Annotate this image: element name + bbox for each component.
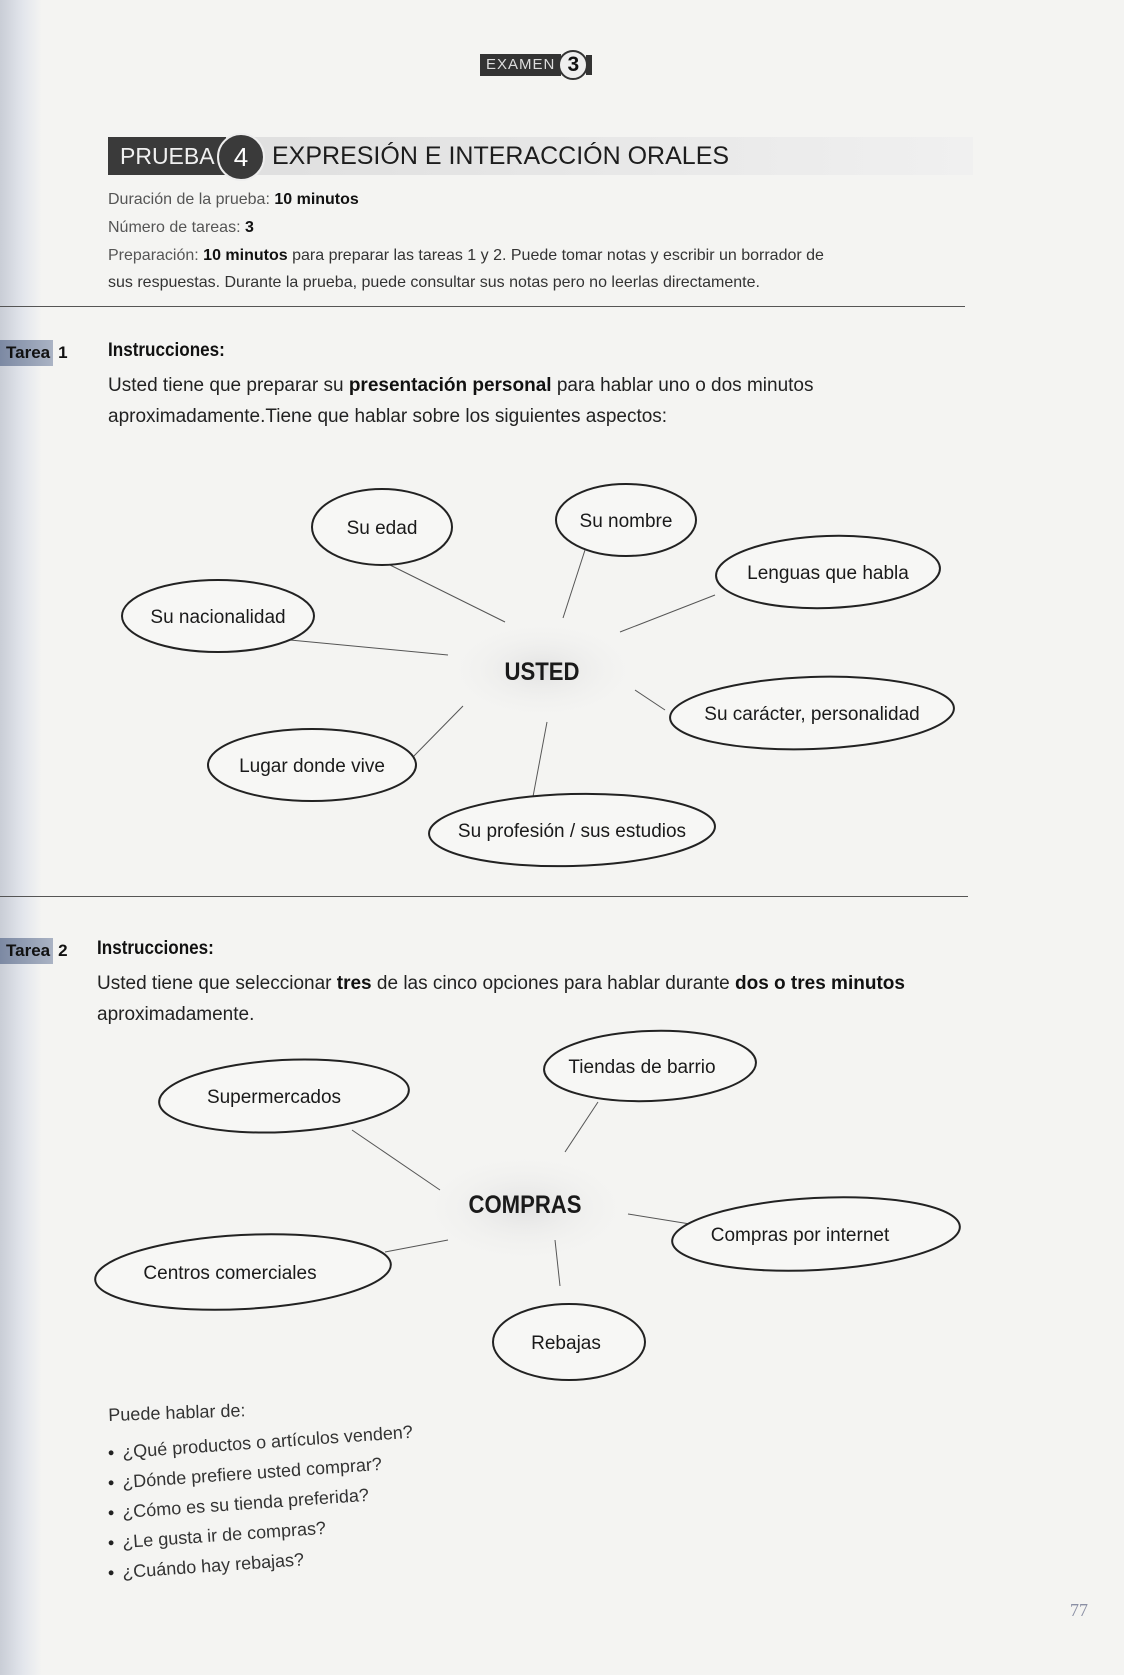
tarea-1-line1-post: para hablar uno o dos minutos xyxy=(551,375,814,396)
node-lenguas xyxy=(715,532,941,612)
node-supermercados xyxy=(157,1054,410,1139)
node-label: Su nombre xyxy=(579,511,673,532)
prep-key: Preparación: xyxy=(108,247,199,264)
compras-center: COMPRAS xyxy=(468,1191,582,1219)
node-label: Rebajas xyxy=(531,1333,601,1354)
node-label: Su carácter, personalidad xyxy=(704,704,920,725)
node-label: Lugar donde vive xyxy=(239,756,385,777)
node-lugar-donde-vive xyxy=(208,729,416,801)
node-centros-comerciales xyxy=(93,1227,392,1316)
duration-key: Duración de la prueba: xyxy=(108,191,270,208)
tarea-1-line2: aproximadamente.Tiene que hablar sobre los siguientes aspectos: xyxy=(108,406,668,427)
tarea-2-line1-pre: Usted tiene que seleccionar xyxy=(97,973,337,994)
tarea-1-heading: Instrucciones: xyxy=(108,340,225,361)
tarea-2-line1-mid: de las cinco opciones para hablar durante xyxy=(371,973,735,994)
tarea-1-tab xyxy=(0,340,68,366)
tasks-value: 3 xyxy=(244,219,254,236)
prep-text-2: sus respuestas. Durante la prueba, puede consultar sus notas pero no leerlas directamente. xyxy=(108,274,760,291)
duration-line xyxy=(108,190,359,210)
tarea-2-line1-bold-1: tres xyxy=(336,973,372,994)
tasks-line xyxy=(108,218,254,238)
node-su-profesion xyxy=(428,790,716,869)
prep-bold: 10 minutos xyxy=(203,247,288,264)
node-rebajas xyxy=(493,1304,645,1380)
tarea-2-number: 2 xyxy=(58,941,68,960)
exam-number: 3 xyxy=(558,50,588,80)
prep-line xyxy=(108,246,968,266)
node-label: Compras por internet xyxy=(710,1225,890,1246)
node-label: Su profesión / sus estudios xyxy=(457,821,687,842)
node-label: Su edad xyxy=(346,518,418,539)
page-number: 77 xyxy=(1070,1600,1088,1620)
question-text: ¿Cómo es su tienda preferida? xyxy=(121,1484,370,1522)
tasks-key: Número de tareas: xyxy=(108,219,241,236)
prueba-title: EXPRESIÓN E INTERACCIÓN ORALES xyxy=(272,142,730,170)
prep-line-2 xyxy=(108,273,760,293)
question-text: ¿Qué productos o artículos venden? xyxy=(121,1421,414,1462)
node-su-caracter xyxy=(669,672,955,754)
node-su-edad xyxy=(312,489,452,565)
node-su-nombre xyxy=(556,484,696,556)
exam-label: EXAMEN xyxy=(480,54,561,76)
question-text: ¿Le gusta ir de compras? xyxy=(121,1517,327,1552)
node-compras-por-internet xyxy=(670,1191,961,1278)
prueba-number: 4 xyxy=(217,133,265,181)
exam-tag xyxy=(480,52,592,78)
tarea-2-heading: Instrucciones: xyxy=(97,938,214,959)
tarea-1-word: Tarea xyxy=(0,340,53,366)
tarea-1-number: 1 xyxy=(58,343,68,362)
section-divider xyxy=(0,896,968,897)
node-label: Lenguas que habla xyxy=(747,563,909,584)
node-tiendas-de-barrio xyxy=(543,1027,757,1104)
tarea-2-instructions xyxy=(97,968,977,1030)
question-text: ¿Dónde prefiere usted comprar? xyxy=(121,1453,383,1492)
prueba-label: PRUEBA xyxy=(108,137,226,175)
compras-mindmap xyxy=(0,1030,1124,1390)
node-label: Supermercados xyxy=(206,1087,342,1108)
tarea-2-line1-bold-2: dos o tres minutos xyxy=(734,973,905,994)
tarea-2-word: Tarea xyxy=(0,938,53,964)
duration-value: 10 minutos xyxy=(274,191,359,208)
node-label: Su nacionalidad xyxy=(150,607,286,628)
question-text: ¿Cuándo hay rebajas? xyxy=(121,1549,305,1582)
questions-prompt: Puede hablar de: xyxy=(108,1400,246,1425)
section-divider xyxy=(0,306,965,307)
usted-mindmap xyxy=(0,470,1124,870)
node-label: Centros comerciales xyxy=(143,1263,317,1284)
tarea-2-tab xyxy=(0,938,68,964)
usted-center: USTED xyxy=(504,658,580,686)
questions-list xyxy=(108,1421,414,1588)
tarea-1-line1-pre: Usted tiene que preparar su xyxy=(108,375,349,396)
node-label: Tiendas de barrio xyxy=(568,1057,716,1078)
prep-text-1: para preparar las tareas 1 y 2. Puede tomar notas y escribir un borrador de xyxy=(292,247,824,264)
tarea-1-instructions xyxy=(108,370,968,432)
exam-tag-cap xyxy=(586,55,592,75)
tarea-1-line1-bold: presentación personal xyxy=(348,375,552,396)
tarea-2-line2: aproximadamente. xyxy=(97,1004,255,1025)
node-su-nacionalidad xyxy=(122,580,314,652)
